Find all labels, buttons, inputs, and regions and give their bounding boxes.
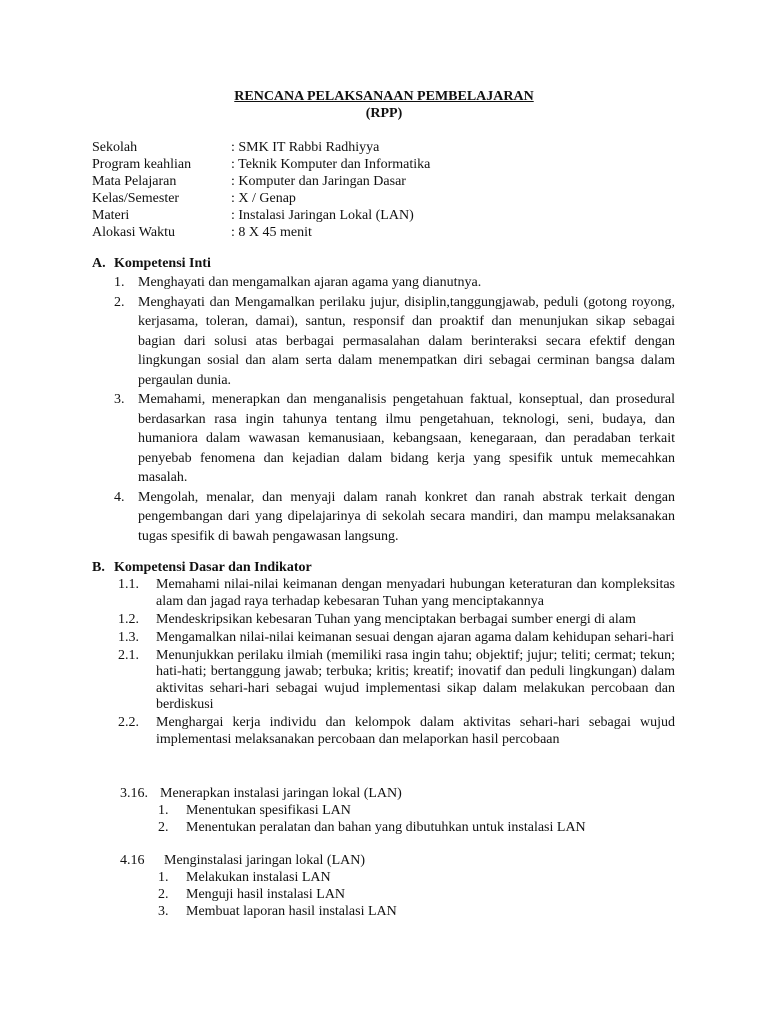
identity-row xyxy=(92,207,430,224)
document-title xyxy=(0,88,768,122)
indicator-item xyxy=(120,869,680,886)
item-number: 2. xyxy=(158,820,169,835)
item-text: Membuat laporan hasil instalasi LAN xyxy=(186,904,397,919)
identity-label: Sekolah xyxy=(92,140,138,155)
identity-value: : Instalasi Jaringan Lokal (LAN) xyxy=(231,208,414,223)
section-title: Kompetensi Dasar dan Indikator xyxy=(114,560,312,575)
title-main: RENCANA PELAKSANAAN PEMBELAJARAN xyxy=(234,89,534,104)
identity-value: : Komputer dan Jaringan Dasar xyxy=(231,174,406,189)
identity-label: Mata Pelajaran xyxy=(92,174,177,189)
kompetensi-dasar-list xyxy=(118,577,675,750)
section-letter: A. xyxy=(92,256,106,271)
section-letter: B. xyxy=(92,560,105,575)
list-item xyxy=(118,577,675,610)
item-number: 1. xyxy=(158,870,169,885)
list-item xyxy=(118,715,675,748)
identity-label: Alokasi Waktu xyxy=(92,225,175,240)
item-number: 1. xyxy=(158,803,169,818)
identity-row xyxy=(92,139,430,156)
indicator-item xyxy=(120,819,680,836)
item-text: Mendeskripsikan kebesaran Tuhan yang menciptakan berbagai sumber energi di alam xyxy=(156,611,636,627)
item-text: Menguji hasil instalasi LAN xyxy=(186,887,346,902)
list-item xyxy=(118,648,675,714)
indicator-group-416 xyxy=(120,852,680,920)
identity-value: : 8 X 45 menit xyxy=(231,225,312,240)
indicator-item xyxy=(120,903,680,920)
indicator-group-316 xyxy=(120,785,680,836)
item-number: 1.2. xyxy=(118,611,139,627)
identity-row xyxy=(92,156,430,173)
item-text: Memahami, menerapkan dan menganalisis pengetahuan faktual, konseptual, dan prosedural berdasarkan rasa ingin tahunya tentang ilmu pengetahuan, teknologi, seni, budaya, dan humaniora dalam wawasan kemanusiaan, kebangsaan, kenegaraan, dan peradaban terkait penyebab fenomena dan kejadian dalam bidang kerja yang spesifik untuk memecahkan masalah. xyxy=(138,392,675,485)
identity-label: Program keahlian xyxy=(92,157,192,172)
list-item xyxy=(114,390,675,488)
list-item xyxy=(114,293,675,391)
item-text: Menghayati dan mengamalkan ajaran agama yang dianutnya. xyxy=(138,275,482,290)
identity-row xyxy=(92,224,430,241)
identity-value: : X / Genap xyxy=(231,191,296,206)
identity-value: : Teknik Komputer dan Informatika xyxy=(231,157,431,172)
item-number: 3. xyxy=(114,392,125,407)
kompetensi-inti-list xyxy=(114,273,675,546)
identity-label: Materi xyxy=(92,208,130,223)
item-number: 1.1. xyxy=(118,577,139,592)
item-number: 1. xyxy=(114,275,125,290)
list-item xyxy=(118,612,675,629)
item-text: Melakukan instalasi LAN xyxy=(186,870,331,885)
group-title: Menginstalasi jaringan lokal (LAN) xyxy=(164,853,366,868)
section-title: Kompetensi Inti xyxy=(114,256,211,271)
list-item xyxy=(118,630,675,647)
item-text: Menghayati dan Mengamalkan perilaku jujur, disiplin,tanggungjawab, peduli (gotong royong, kerjasama, toleran, damai), santun, responsif dan proaktif dan menunjukan sikap sebagai bagian dari solusi atas berbagai permasalahan dalam berinteraksi secara efektif dengan lingkungan sosial dan alam serta dalam menempatkan diri sebagai cerminan bangsa dalam pergaulan dunia. xyxy=(138,294,675,388)
item-text: Memahami nilai-nilai keimanan dengan menyadari hubungan keteraturan dan kompleksitas alam dan jagad raya terhadap kebesaran Tuhan yang menciptakannya xyxy=(156,577,675,609)
identity-row xyxy=(92,190,430,207)
item-text: Menentukan peralatan dan bahan yang dibutuhkan untuk instalasi LAN xyxy=(186,820,586,835)
section-a-heading xyxy=(92,255,211,272)
item-number: 2.2. xyxy=(118,715,139,730)
group-heading xyxy=(120,785,680,802)
title-abbreviation: (RPP) xyxy=(365,106,403,121)
item-number: 2. xyxy=(158,887,169,902)
item-text: Mengolah, menalar, dan menyaji dalam ranah konkret dan ranah abstrak terkait dengan pengembangan dari yang dipelajarinya di sekolah secara mandiri, dan mampu melaksanakan tugas spesifik di bawah pengawasan langsung. xyxy=(138,489,675,544)
item-text: Menentukan spesifikasi LAN xyxy=(186,803,351,818)
item-number: 2. xyxy=(114,294,125,310)
identity-table xyxy=(92,139,430,241)
item-number: 3. xyxy=(158,904,169,919)
identity-row xyxy=(92,173,430,190)
item-text: Menghargai kerja individu dan kelompok dalam aktivitas sehari-hari sebagai wujud implementasi melaksanakan percobaan dan melaporkan hasil percobaan xyxy=(156,715,675,747)
group-number: 4.16 xyxy=(120,853,145,868)
item-number: 4. xyxy=(114,489,125,505)
item-text: Mengamalkan nilai-nilai keimanan sesuai dengan ajaran agama dalam kehidupan sehari-hari xyxy=(156,629,675,645)
item-number: 1.3. xyxy=(118,629,139,645)
indicator-item xyxy=(120,802,680,819)
item-number: 2.1. xyxy=(118,647,139,663)
indicator-item xyxy=(120,886,680,903)
section-b-heading xyxy=(92,559,312,576)
group-number: 3.16. xyxy=(120,786,148,801)
group-title: Menerapkan instalasi jaringan lokal (LAN) xyxy=(160,786,402,801)
group-heading xyxy=(120,852,680,869)
item-text: Menunjukkan perilaku ilmiah (memiliki rasa ingin tahu; objektif; jujur; teliti; cermat; tekun; hati-hati; bertanggung jawab; terbuka; kritis; kreatif; inovatif dan peduli lingkungan) dalam aktivitas sehari-hari sebagai wujud implementasi sikap dalam melakukan percobaan dan berdiskusi xyxy=(156,647,675,712)
identity-value: : SMK IT Rabbi Radhiyya xyxy=(231,140,380,155)
list-item xyxy=(114,488,675,547)
list-item xyxy=(114,273,675,293)
identity-label: Kelas/Semester xyxy=(92,191,180,206)
